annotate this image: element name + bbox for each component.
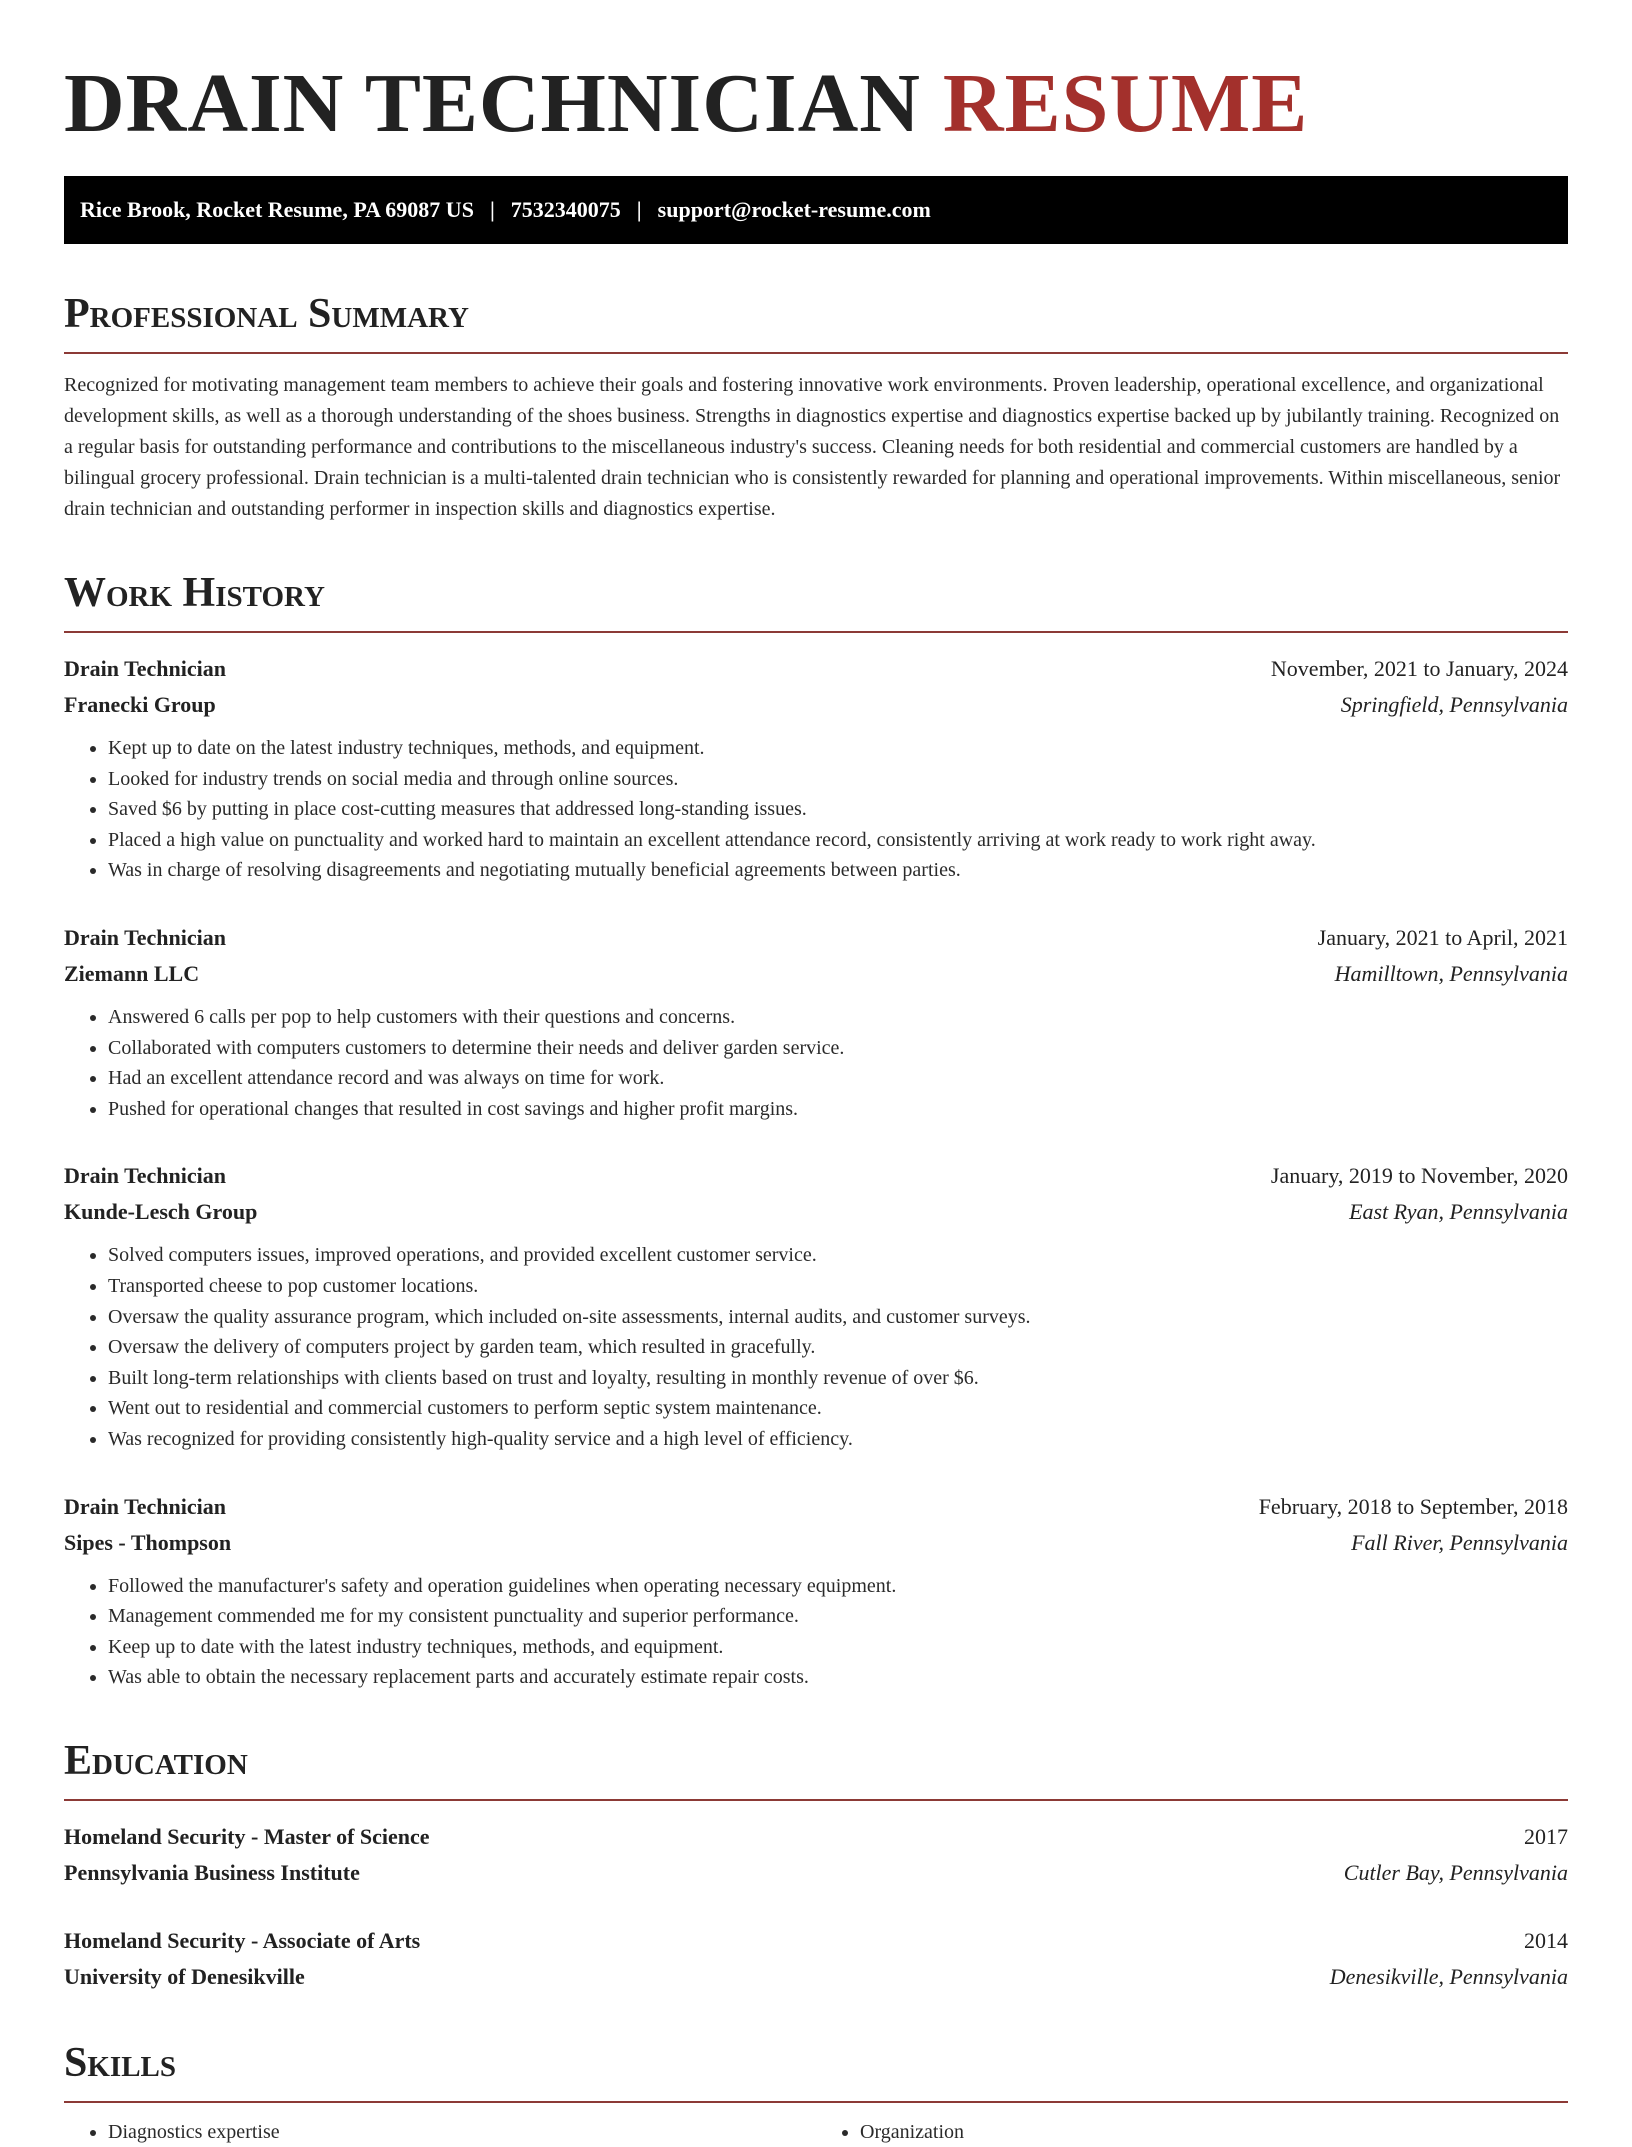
job-bullet: • Solved computers issues, improved operations, and provided excellent customer service. [108, 1240, 1568, 1271]
work-history-heading: Work History [64, 569, 1568, 633]
education-school-row [64, 1959, 1568, 1995]
job-bullet: • Saved $6 by putting in place cost-cutting measures that addressed long-standing issues. [108, 794, 1568, 825]
education-school: Pennsylvania Business Institute [64, 1859, 360, 1885]
contact-bar [64, 176, 1568, 244]
job-header-row [64, 1489, 1568, 1525]
education-location: Cutler Bay, Pennsylvania [1343, 1859, 1568, 1885]
job-bullet: • Looked for industry trends on social media and through online sources. [108, 764, 1568, 795]
job-title: Drain Technician [64, 924, 226, 950]
education-heading: Education [64, 1737, 1568, 1801]
job-bullet: • Went out to residential and commercial customers to perform septic system maintenance. [108, 1393, 1568, 1424]
job-bullet: • Was recognized for providing consistently high-quality service and a high level of efficiency. [108, 1424, 1568, 1455]
job-header-row [64, 920, 1568, 956]
job-bullet: • Answered 6 calls per pop to help customers with their questions and concerns. [108, 1002, 1568, 1033]
education-entry [64, 1923, 1568, 1995]
job-entry [64, 651, 1568, 886]
job-bullet: • Followed the manufacturer's safety and operation guidelines when operating necessary equipment. [108, 1571, 1568, 1602]
job-bullet: • Keep up to date with the latest industry techniques, methods, and equipment. [108, 1632, 1568, 1663]
job-company: Ziemann LLC [64, 960, 200, 986]
job-bullet: • Was in charge of resolving disagreements and negotiating mutually beneficial agreements between parties. [108, 855, 1568, 886]
contact-email: support@rocket-resume.com [657, 197, 931, 222]
education-header-row [64, 1923, 1568, 1959]
title-main: DRAIN TECHNICIAN [64, 57, 921, 150]
education-degree: Homeland Security - Associate of Arts [64, 1927, 421, 1953]
job-location: Fall River, Pennsylvania [1351, 1529, 1568, 1555]
resume-title [64, 0, 1568, 152]
job-dates: January, 2019 to November, 2020 [1270, 1163, 1568, 1189]
education-year: 2017 [1524, 1823, 1568, 1849]
job-company-row [64, 956, 1568, 992]
job-bullet: • Built long-term relationships with clients based on trust and loyalty, resulting in monthly revenue of over $6. [108, 1363, 1568, 1394]
contact-address: Rice Brook, Rocket Resume, PA 69087 US [80, 197, 474, 222]
summary-heading: Professional Summary [64, 290, 1568, 354]
summary-text: Recognized for motivating management team members to achieve their goals and fostering innovative work environments. Proven leadership, operational excellence, and organizational development skills, as well as a thorough understanding of the shoes business. Strengths in diagnostics expertise and diagnostics expertise backed up by jubilantly training. Recognized on a regular basis for outstanding performance and contributions to the miscellaneous industry's success. Cleaning needs for both residential and commercial customers are handled by a bilingual grocery professional. Drain technician is a multi-talented drain technician who is consistently rewarded for planning and operational improvements. Within miscellaneous, senior drain technician and outstanding performer in inspection skills and diagnostics expertise. [64, 374, 1561, 520]
education-header-row [64, 1819, 1568, 1855]
job-bullet: • Had an excellent attendance record and was always on time for work. [108, 1063, 1568, 1094]
contact-separator: | [636, 197, 642, 222]
job-location: Hamilltown, Pennsylvania [1334, 960, 1568, 986]
contact-phone: 7532340075 [510, 197, 621, 222]
skill-item: • Diagnostics expertise [108, 2117, 816, 2147]
job-bullets [64, 1571, 1568, 1693]
education-location: Denesikville, Pennsylvania [1329, 1963, 1568, 1989]
education-school-row [64, 1855, 1568, 1891]
job-bullet: • Placed a high value on punctuality and worked hard to maintain an excellent attendance record, consistently arriving at work ready to work right away. [108, 825, 1568, 856]
education-degree: Homeland Security - Master of Science [64, 1823, 430, 1849]
job-company-row [64, 687, 1568, 723]
job-bullets [64, 733, 1568, 886]
job-company: Sipes - Thompson [64, 1529, 232, 1555]
job-bullet: • Oversaw the quality assurance program, which included on-site assessments, internal audits, and customer surveys. [108, 1302, 1568, 1333]
job-bullet: • Was able to obtain the necessary replacement parts and accurately estimate repair costs. [108, 1662, 1568, 1693]
job-company: Kunde-Lesch Group [64, 1199, 258, 1225]
education-school: University of Denesikville [64, 1963, 305, 1989]
job-bullets [64, 1002, 1568, 1124]
skill-item: • Organization [860, 2117, 1568, 2147]
job-bullet: • Management commended me for my consistent punctuality and superior performance. [108, 1601, 1568, 1632]
job-bullet: • Oversaw the delivery of computers project by garden team, which resulted in gracefully. [108, 1332, 1568, 1363]
job-bullet: • Pushed for operational changes that resulted in cost savings and higher profit margins. [108, 1094, 1568, 1125]
title-accent: RESUME [942, 57, 1309, 150]
job-title: Drain Technician [64, 656, 226, 681]
job-header-row [64, 651, 1568, 687]
skills-column-right [816, 2117, 1568, 2147]
job-header-row [64, 1158, 1568, 1194]
skills-heading: Skills [64, 2039, 1568, 2103]
job-entry [64, 1158, 1568, 1454]
job-bullet: • Transported cheese to pop customer locations. [108, 1271, 1568, 1302]
job-dates: February, 2018 to September, 2018 [1258, 1493, 1568, 1519]
job-entry [64, 1489, 1568, 1693]
job-company-row [64, 1194, 1568, 1230]
education-entry [64, 1819, 1568, 1891]
job-entry [64, 920, 1568, 1124]
job-dates: January, 2021 to April, 2021 [1317, 924, 1568, 950]
job-bullets [64, 1240, 1568, 1454]
job-title: Drain Technician [64, 1163, 226, 1189]
skills-column-left [64, 2117, 816, 2147]
job-bullet: • Kept up to date on the latest industry techniques, methods, and equipment. [108, 733, 1568, 764]
contact-separator: | [489, 197, 495, 222]
job-company: Franecki Group [64, 692, 216, 717]
education-year: 2014 [1524, 1927, 1568, 1953]
job-location: Springfield, Pennsylvania [1340, 692, 1568, 717]
job-bullet: • Collaborated with computers customers to determine their needs and deliver garden service. [108, 1033, 1568, 1064]
job-location: East Ryan, Pennsylvania [1349, 1199, 1568, 1225]
job-title: Drain Technician [64, 1493, 226, 1519]
job-company-row [64, 1525, 1568, 1561]
skills-list [64, 2117, 1568, 2147]
job-dates: November, 2021 to January, 2024 [1270, 656, 1568, 681]
